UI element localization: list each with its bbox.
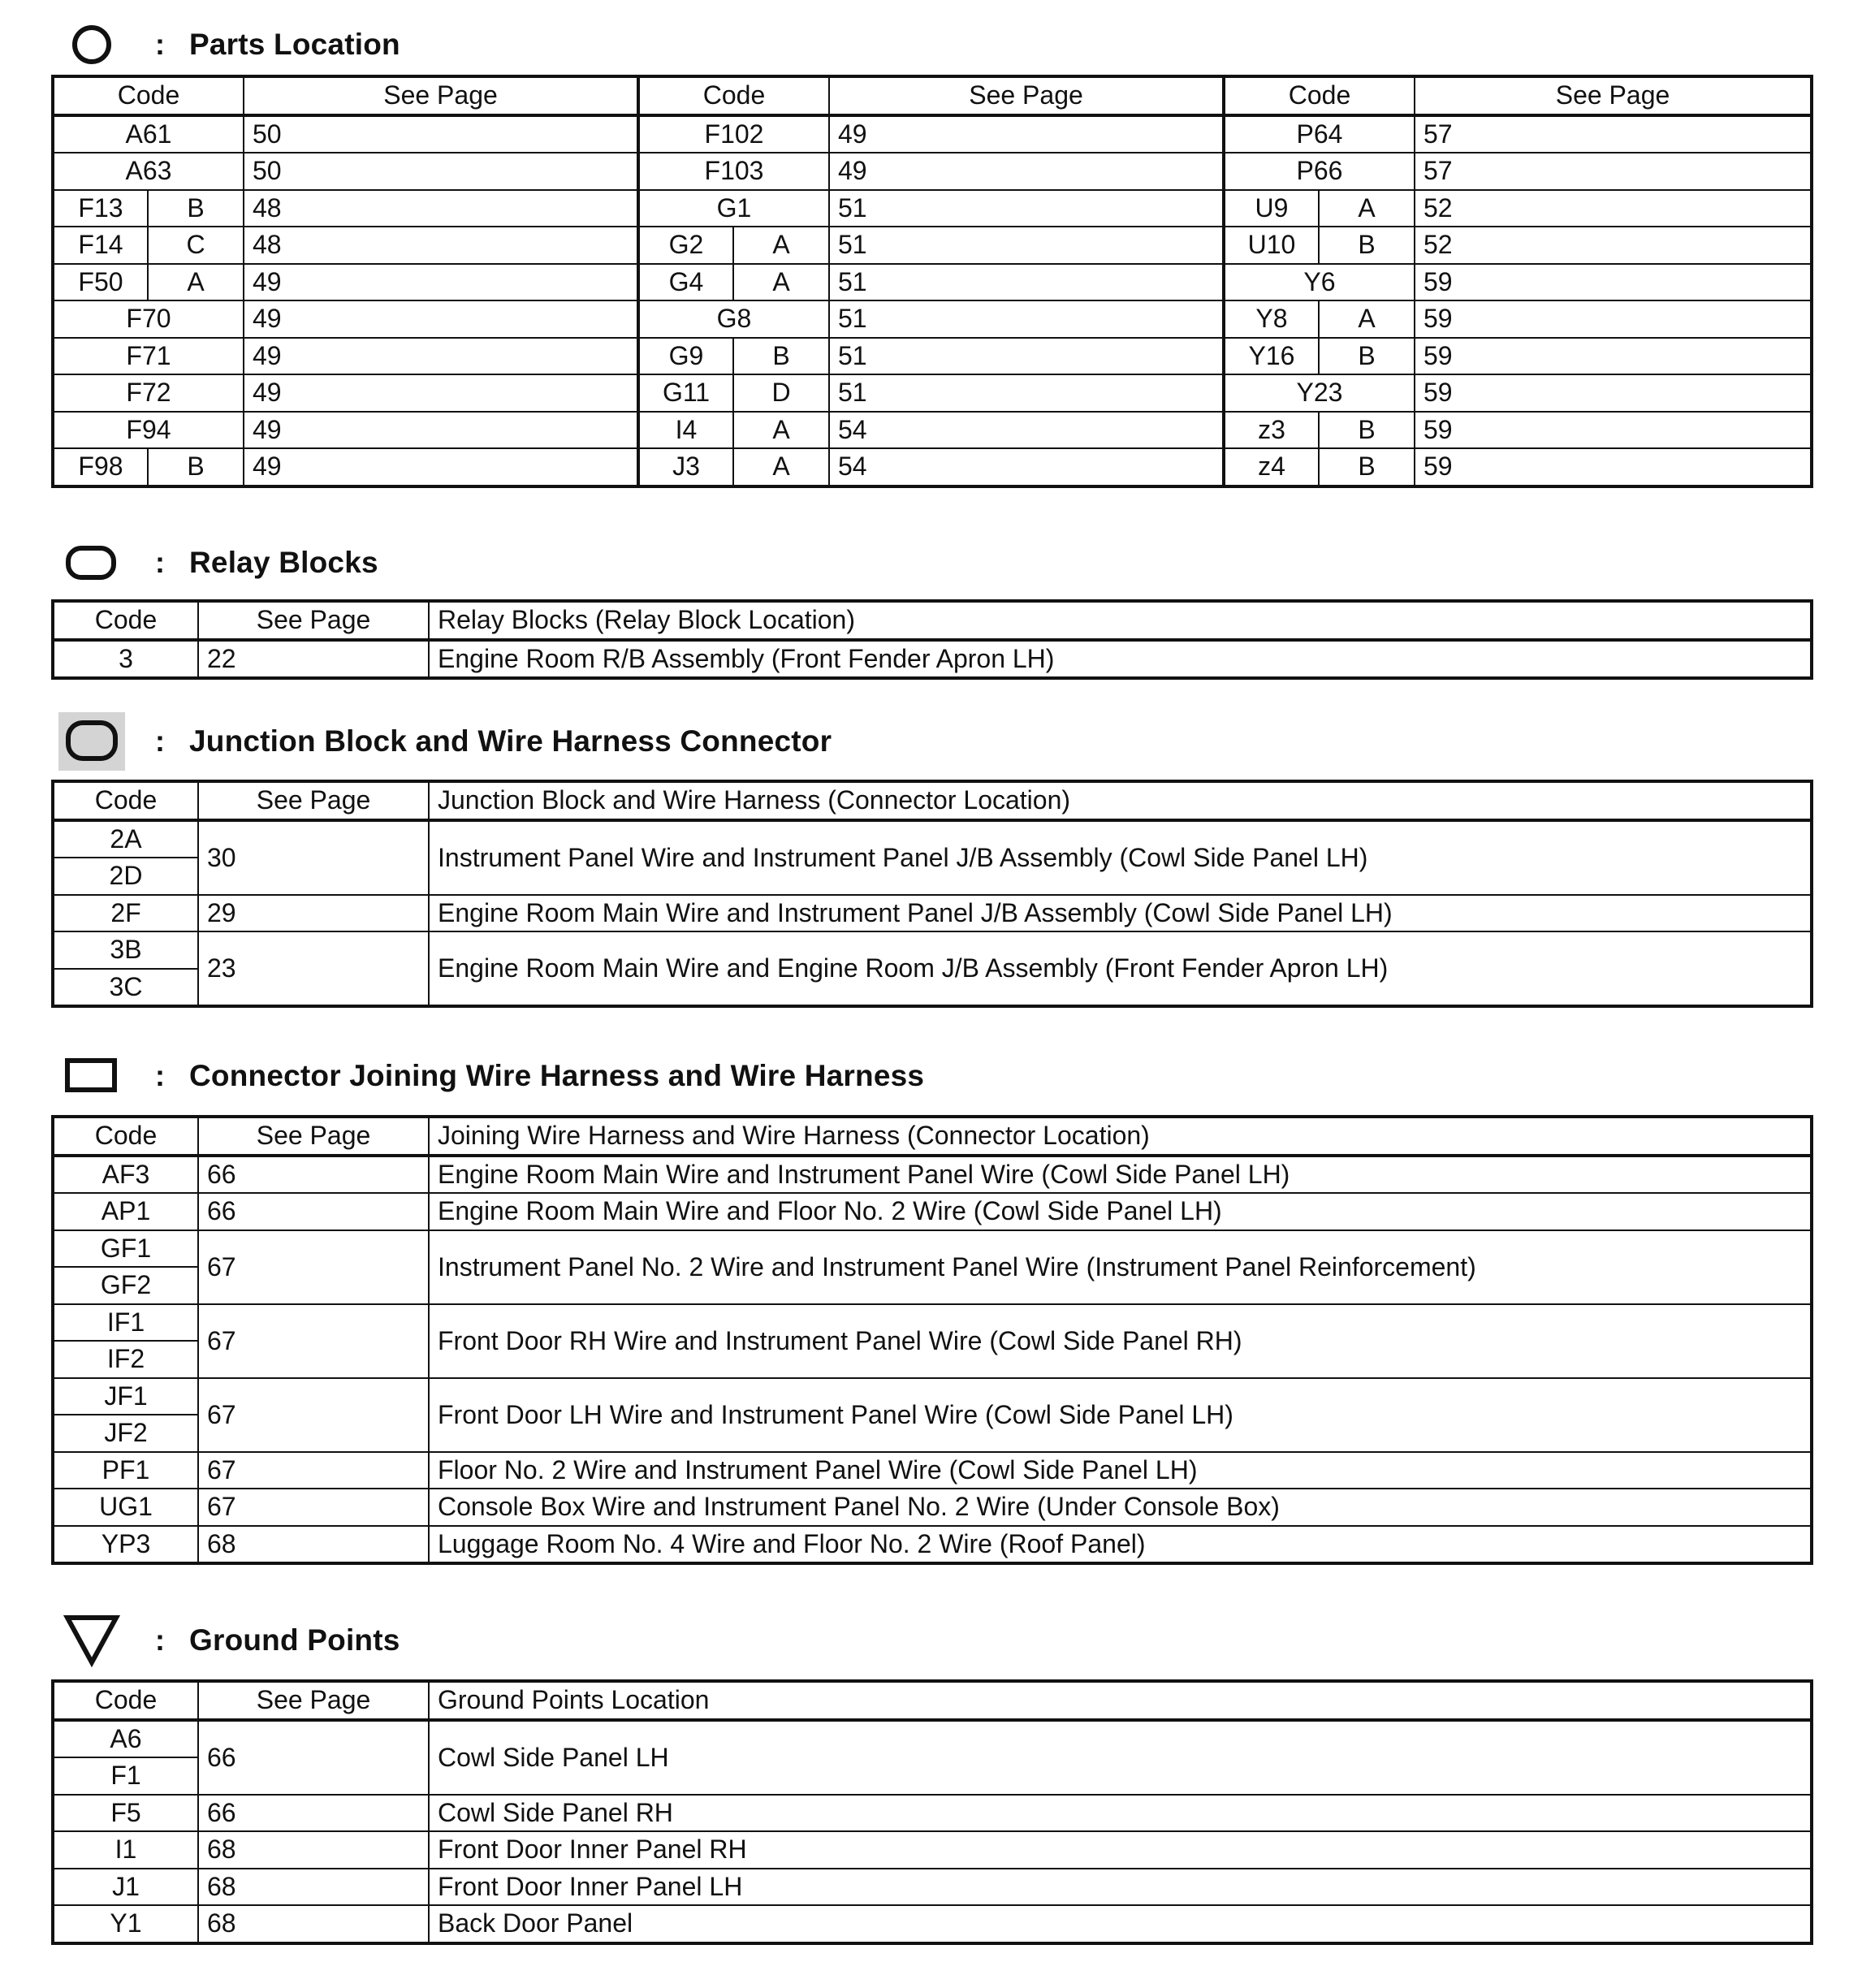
code-cell: F1 (53, 1757, 198, 1795)
code-cell: F94 (53, 412, 244, 449)
code-suffix-cell: B (148, 448, 244, 486)
table-row (53, 1452, 1812, 1489)
location-cell: Instrument Panel No. 2 Wire and Instrument Panel Wire (Instrument Panel Reinforcement) (429, 1230, 1812, 1304)
header-code: Code (1224, 76, 1415, 115)
see-page-cell: 59 (1415, 412, 1812, 449)
header-location: Relay Blocks (Relay Block Location) (429, 601, 1812, 640)
code-suffix-cell: B (148, 190, 244, 227)
header-code: Code (53, 601, 198, 640)
location-cell: Front Door RH Wire and Instrument Panel Wire (Cowl Side Panel RH) (429, 1304, 1812, 1378)
table-row (53, 931, 1812, 969)
see-page-cell: 59 (1415, 300, 1812, 338)
code-cell: G1 (638, 190, 829, 227)
code-cell: GF2 (53, 1267, 198, 1304)
see-page-cell: 51 (829, 190, 1224, 227)
table-row (53, 1831, 1812, 1869)
code-cell: J3 (638, 448, 733, 486)
see-page-cell: 59 (1415, 374, 1812, 412)
see-page-cell: 54 (829, 448, 1224, 486)
see-page-cell: 59 (1415, 448, 1812, 486)
table-row (53, 300, 1812, 338)
see-page-cell: 52 (1415, 190, 1812, 227)
location-cell: Cowl Side Panel LH (429, 1720, 1812, 1795)
see-page-cell: 51 (829, 227, 1224, 264)
section-title: Connector Joining Wire Harness and Wire Harness (189, 1059, 925, 1092)
code-cell: 2A (53, 820, 198, 858)
connector-joining-table-wrap (51, 1115, 1813, 1565)
see-page-cell: 49 (244, 300, 638, 338)
table-row (53, 1230, 1812, 1268)
location-cell: Back Door Panel (429, 1905, 1812, 1943)
table-row (53, 338, 1812, 375)
table-row (53, 1795, 1812, 1832)
code-suffix-cell: A (733, 412, 829, 449)
code-cell: F13 (53, 190, 148, 227)
ground-points-table (51, 1679, 1813, 1945)
relay-block-symbol-icon (51, 534, 132, 591)
see-page-cell: 59 (1415, 264, 1812, 301)
see-page-cell: 49 (244, 448, 638, 486)
table-row (53, 640, 1812, 679)
table-row (53, 820, 1812, 858)
see-page-cell: 23 (198, 931, 429, 1006)
see-page-cell: 54 (829, 412, 1224, 449)
table-row (53, 227, 1812, 264)
see-page-cell: 59 (1415, 338, 1812, 375)
code-cell: 2D (53, 858, 198, 895)
code-cell: IF2 (53, 1341, 198, 1378)
heading-colon: : (155, 1623, 165, 1657)
junction-block-symbol-icon (51, 713, 132, 770)
see-page-cell: 49 (829, 115, 1224, 153)
section-title: Parts Location (189, 28, 400, 61)
location-cell: Floor No. 2 Wire and Instrument Panel Wire (Cowl Side Panel LH) (429, 1452, 1812, 1489)
see-page-cell: 30 (198, 820, 429, 895)
code-suffix-cell: A (1319, 300, 1415, 338)
circle-symbol-icon (51, 16, 132, 73)
table-row (53, 1156, 1812, 1194)
see-page-cell: 67 (198, 1489, 429, 1526)
code-cell: G9 (638, 338, 733, 375)
table-header-row (53, 601, 1812, 640)
location-cell: Front Door Inner Panel LH (429, 1869, 1812, 1906)
see-page-cell: 51 (829, 264, 1224, 301)
code-cell: 3 (53, 640, 198, 679)
rectangle-symbol-icon (51, 1048, 132, 1104)
see-page-cell: 67 (198, 1452, 429, 1489)
code-cell: G11 (638, 374, 733, 412)
see-page-cell: 66 (198, 1795, 429, 1832)
code-cell: Y23 (1224, 374, 1415, 412)
see-page-cell: 67 (198, 1230, 429, 1304)
code-cell: JF1 (53, 1378, 198, 1415)
code-cell: AP1 (53, 1193, 198, 1230)
junction-block-table-wrap (51, 780, 1813, 1008)
see-page-cell: 52 (1415, 227, 1812, 264)
code-cell: A61 (53, 115, 244, 153)
code-cell: GF1 (53, 1230, 198, 1268)
code-suffix-cell: A (733, 448, 829, 486)
header-code: Code (638, 76, 829, 115)
junction-block-heading (51, 713, 832, 770)
code-cell: F14 (53, 227, 148, 264)
table-row (53, 190, 1812, 227)
table-row (53, 264, 1812, 301)
location-cell: Cowl Side Panel RH (429, 1795, 1812, 1832)
header-code: Code (53, 1117, 198, 1156)
code-cell: F72 (53, 374, 244, 412)
section-title: Junction Block and Wire Harness Connector (189, 724, 832, 758)
see-page-cell: 51 (829, 374, 1224, 412)
triangle-symbol-icon (51, 1612, 132, 1669)
code-cell: F98 (53, 448, 148, 486)
see-page-cell: 49 (244, 374, 638, 412)
table-row (53, 374, 1812, 412)
table-row (53, 1905, 1812, 1943)
code-cell: YP3 (53, 1526, 198, 1564)
see-page-cell: 48 (244, 190, 638, 227)
table-row (53, 895, 1812, 932)
ground-points-table-wrap (51, 1679, 1813, 1945)
code-cell: P66 (1224, 153, 1415, 190)
code-cell: Y1 (53, 1905, 198, 1943)
header-see-page: See Page (1415, 76, 1812, 115)
code-cell: z4 (1224, 448, 1319, 486)
see-page-cell: 68 (198, 1905, 429, 1943)
table-row (53, 1304, 1812, 1342)
heading-colon: : (155, 724, 165, 758)
code-cell: A6 (53, 1720, 198, 1758)
code-suffix-cell: B (1319, 412, 1415, 449)
see-page-cell: 67 (198, 1378, 429, 1452)
table-row (53, 1869, 1812, 1906)
see-page-cell: 68 (198, 1869, 429, 1906)
code-cell: Y8 (1224, 300, 1319, 338)
header-location: Junction Block and Wire Harness (Connector Location) (429, 781, 1812, 820)
table-row (53, 1720, 1812, 1758)
header-code: Code (53, 76, 244, 115)
code-cell: U10 (1224, 227, 1319, 264)
code-cell: F5 (53, 1795, 198, 1832)
code-cell: AF3 (53, 1156, 198, 1194)
see-page-cell: 50 (244, 115, 638, 153)
code-cell: G4 (638, 264, 733, 301)
table-row (53, 1378, 1812, 1415)
code-cell: G2 (638, 227, 733, 264)
table-header-row (53, 76, 1812, 115)
code-suffix-cell: C (148, 227, 244, 264)
relay-blocks-heading (51, 534, 378, 591)
table-header-row (53, 781, 1812, 820)
header-see-page: See Page (198, 781, 429, 820)
code-suffix-cell: B (1319, 448, 1415, 486)
location-cell: Engine Room R/B Assembly (Front Fender Apron LH) (429, 640, 1812, 679)
code-cell: J1 (53, 1869, 198, 1906)
see-page-cell: 49 (244, 412, 638, 449)
see-page-cell: 66 (198, 1193, 429, 1230)
connector-joining-table (51, 1115, 1813, 1565)
parts-location-table (51, 75, 1813, 488)
junction-block-table (51, 780, 1813, 1008)
location-cell: Luggage Room No. 4 Wire and Floor No. 2 Wire (Roof Panel) (429, 1526, 1812, 1564)
header-see-page: See Page (829, 76, 1224, 115)
code-cell: F102 (638, 115, 829, 153)
see-page-cell: 49 (244, 338, 638, 375)
code-cell: A63 (53, 153, 244, 190)
code-cell: IF1 (53, 1304, 198, 1342)
code-cell: F70 (53, 300, 244, 338)
code-cell: UG1 (53, 1489, 198, 1526)
location-cell: Engine Room Main Wire and Engine Room J/B Assembly (Front Fender Apron LH) (429, 931, 1812, 1006)
relay-blocks-table (51, 599, 1813, 680)
table-row (53, 1489, 1812, 1526)
code-cell: I1 (53, 1831, 198, 1869)
code-cell: Y6 (1224, 264, 1415, 301)
see-page-cell: 50 (244, 153, 638, 190)
see-page-cell: 67 (198, 1304, 429, 1378)
code-cell: Y16 (1224, 338, 1319, 375)
header-see-page: See Page (198, 1681, 429, 1720)
code-cell: F103 (638, 153, 829, 190)
see-page-cell: 48 (244, 227, 638, 264)
code-cell: F50 (53, 264, 148, 301)
code-cell: F71 (53, 338, 244, 375)
code-cell: 2F (53, 895, 198, 932)
heading-colon: : (155, 1059, 165, 1092)
table-row (53, 1193, 1812, 1230)
see-page-cell: 49 (244, 264, 638, 301)
code-cell: z3 (1224, 412, 1319, 449)
see-page-cell: 68 (198, 1526, 429, 1564)
see-page-cell: 29 (198, 895, 429, 932)
see-page-cell: 66 (198, 1156, 429, 1194)
table-header-row (53, 1117, 1812, 1156)
see-page-cell: 22 (198, 640, 429, 679)
location-cell: Instrument Panel Wire and Instrument Panel J/B Assembly (Cowl Side Panel LH) (429, 820, 1812, 895)
ground-points-heading (51, 1612, 400, 1669)
section-title: Relay Blocks (189, 546, 378, 579)
see-page-cell: 57 (1415, 115, 1812, 153)
location-cell: Engine Room Main Wire and Floor No. 2 Wire (Cowl Side Panel LH) (429, 1193, 1812, 1230)
see-page-cell: 66 (198, 1720, 429, 1795)
table-row (53, 1526, 1812, 1564)
code-cell: 3C (53, 969, 198, 1007)
table-row (53, 153, 1812, 190)
code-suffix-cell: B (1319, 338, 1415, 375)
heading-colon: : (155, 546, 165, 579)
parts-location-table-wrap (51, 75, 1813, 488)
code-suffix-cell: B (1319, 227, 1415, 264)
header-location: Joining Wire Harness and Wire Harness (Connector Location) (429, 1117, 1812, 1156)
code-suffix-cell: A (733, 227, 829, 264)
see-page-cell: 51 (829, 338, 1224, 375)
code-suffix-cell: B (733, 338, 829, 375)
heading-colon: : (155, 28, 165, 61)
see-page-cell: 49 (829, 153, 1224, 190)
location-cell: Engine Room Main Wire and Instrument Panel Wire (Cowl Side Panel LH) (429, 1156, 1812, 1194)
location-cell: Engine Room Main Wire and Instrument Panel J/B Assembly (Cowl Side Panel LH) (429, 895, 1812, 932)
location-cell: Front Door Inner Panel RH (429, 1831, 1812, 1869)
header-see-page: See Page (198, 1117, 429, 1156)
code-suffix-cell: D (733, 374, 829, 412)
code-suffix-cell: A (733, 264, 829, 301)
code-cell: P64 (1224, 115, 1415, 153)
table-header-row (53, 1681, 1812, 1720)
see-page-cell: 51 (829, 300, 1224, 338)
header-see-page: See Page (244, 76, 638, 115)
header-code: Code (53, 1681, 198, 1720)
section-title: Ground Points (189, 1623, 400, 1657)
code-cell: G8 (638, 300, 829, 338)
code-cell: JF2 (53, 1415, 198, 1452)
code-cell: U9 (1224, 190, 1319, 227)
table-row (53, 448, 1812, 486)
header-code: Code (53, 781, 198, 820)
code-cell: PF1 (53, 1452, 198, 1489)
code-suffix-cell: A (1319, 190, 1415, 227)
header-location: Ground Points Location (429, 1681, 1812, 1720)
code-cell: 3B (53, 931, 198, 969)
code-cell: I4 (638, 412, 733, 449)
see-page-cell: 57 (1415, 153, 1812, 190)
see-page-cell: 68 (198, 1831, 429, 1869)
code-suffix-cell: A (148, 264, 244, 301)
table-row (53, 115, 1812, 153)
header-see-page: See Page (198, 601, 429, 640)
parts-location-heading (51, 16, 400, 73)
connector-joining-heading (51, 1048, 924, 1104)
location-cell: Console Box Wire and Instrument Panel No. 2 Wire (Under Console Box) (429, 1489, 1812, 1526)
table-row (53, 412, 1812, 449)
relay-blocks-table-wrap (51, 599, 1813, 680)
location-cell: Front Door LH Wire and Instrument Panel Wire (Cowl Side Panel LH) (429, 1378, 1812, 1452)
